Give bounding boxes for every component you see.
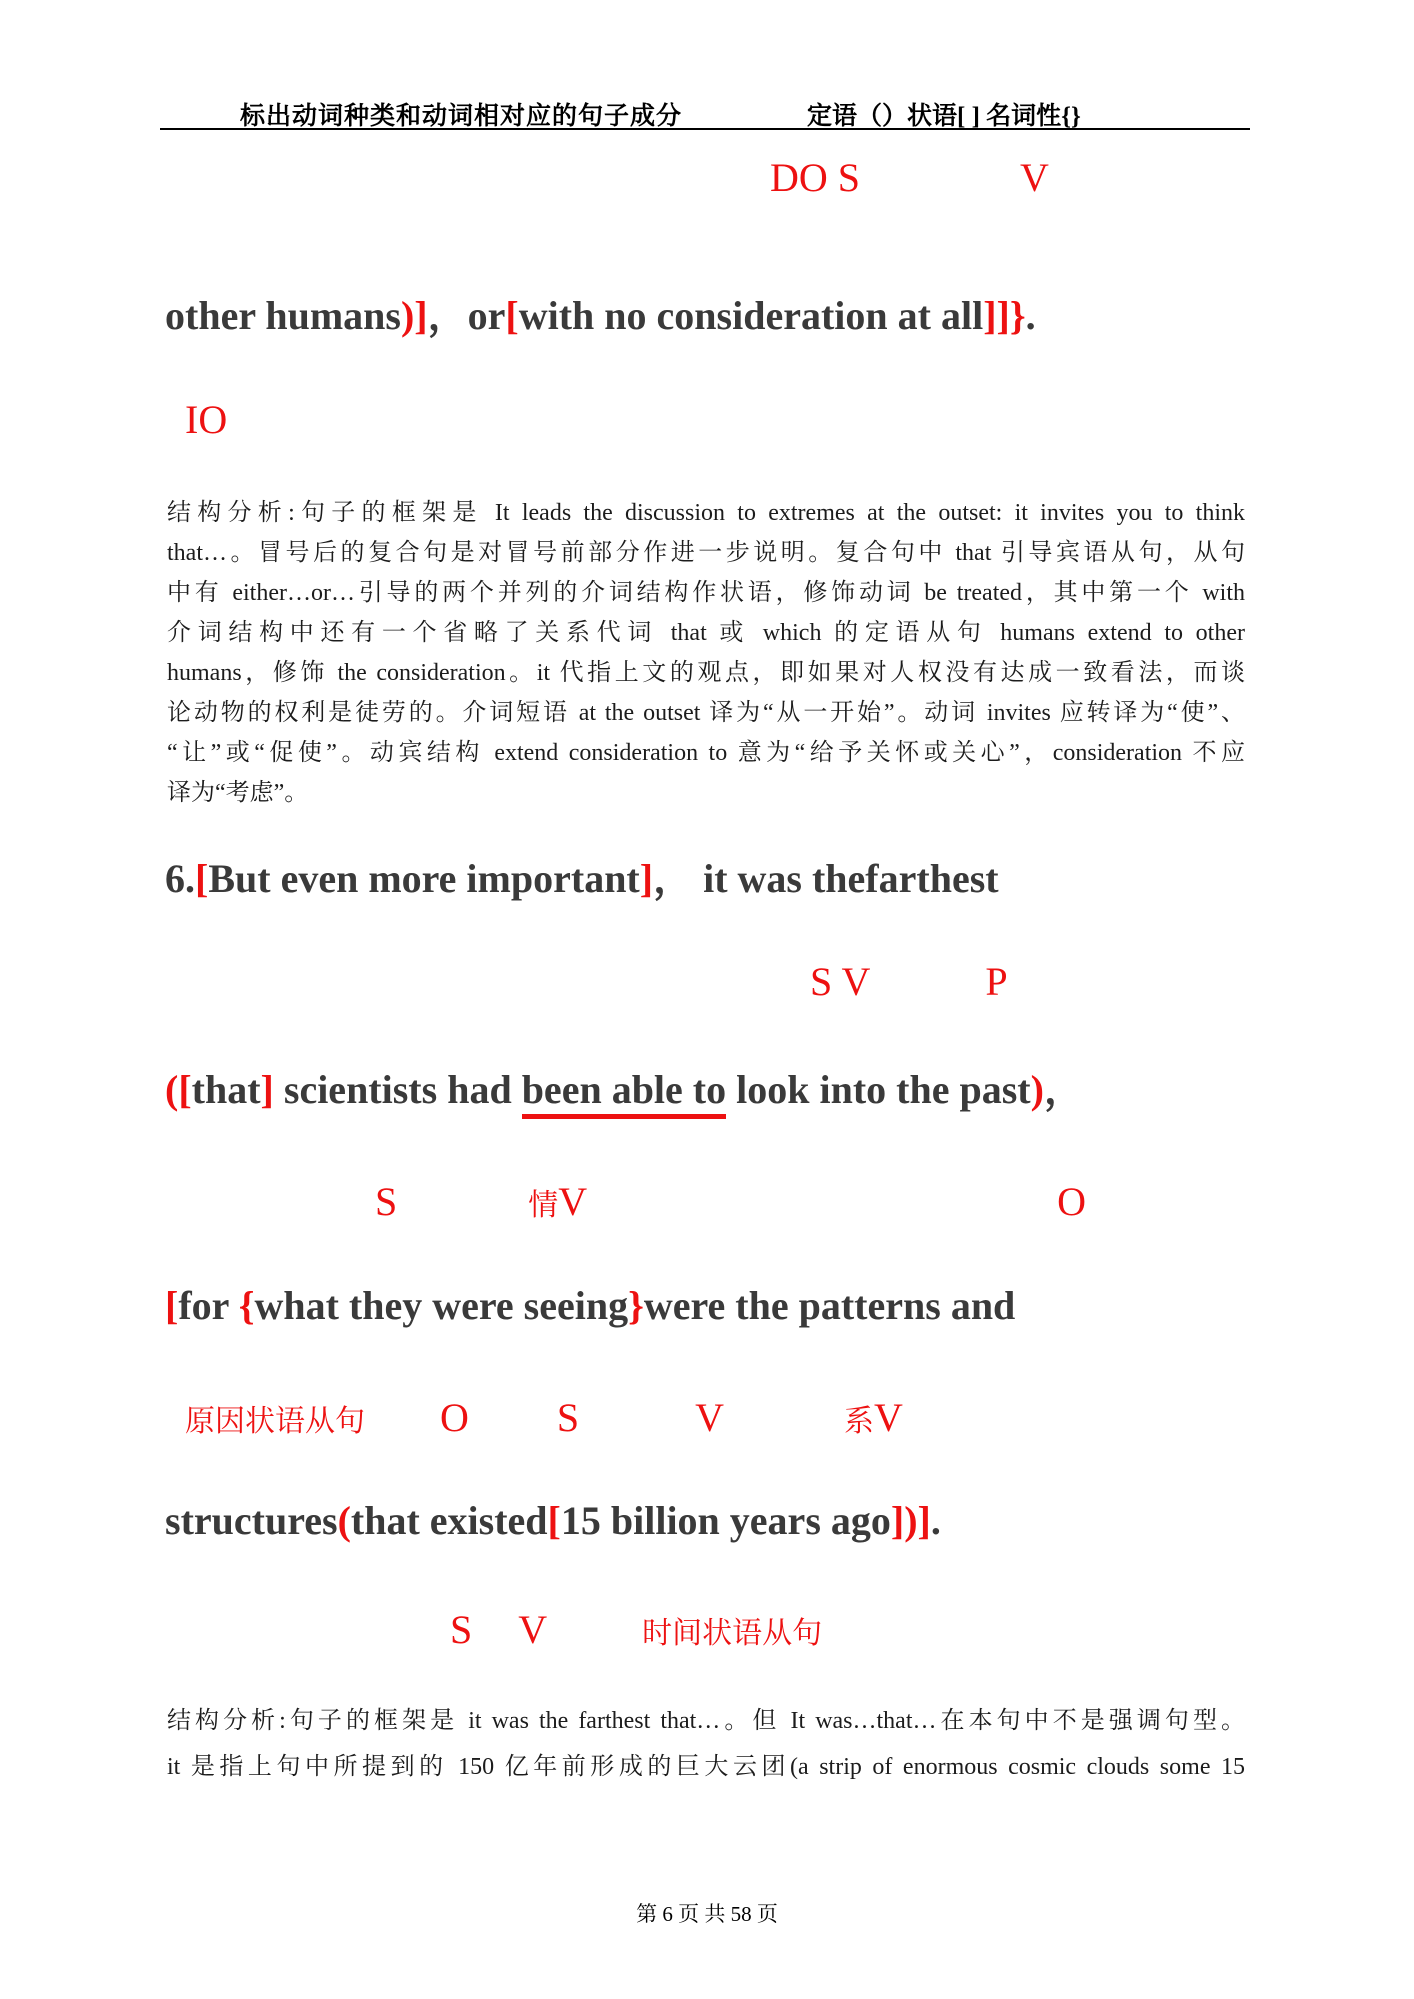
bracket-mark: )] [400, 293, 428, 338]
paragraph-line: “让”或“促使”。动宾结构 extend consideration to 意为“给予关怀或关心”，consideration 不应 [167, 740, 1245, 766]
text-segment: V [695, 1395, 725, 1440]
text-segment: 情 [528, 1189, 559, 1222]
bracket-mark: [ [195, 856, 209, 901]
text-segment: S [450, 1607, 473, 1652]
paragraph-line: that…。冒号后的复合句是对冒号前部分作进一步说明。复合句中 that 引导宾语从句，从句 [167, 540, 1245, 566]
text-segment: ， it was thefarthest [653, 856, 999, 901]
text-segment: . [1025, 293, 1036, 338]
text-segment: that [191, 1067, 261, 1112]
text-segment: V [874, 1395, 903, 1440]
text-segment: DO S [770, 155, 861, 200]
text-segment: 6. [165, 856, 195, 901]
paragraph-line: it 是指上句中所提到的 150 亿年前形成的巨大云团(a strip of enormous cosmic clouds some 15 [167, 1754, 1245, 1780]
header-rule [160, 128, 1250, 130]
text-segment: V [1020, 155, 1049, 200]
text-segment: IO [185, 397, 228, 442]
text-segment: But even more important [208, 856, 640, 901]
paragraph-line: 结构分析:句子的框架是 it was the farthest that…。但 It was…that…在本句中不是强调句型。 [167, 1708, 1245, 1734]
text-segment: with no consideration at all [518, 293, 984, 338]
bracket-mark: } [628, 1283, 644, 1328]
text-segment: 系 [844, 1405, 875, 1438]
text-segment: S [556, 1395, 580, 1440]
text-segment: 15 billion years ago [560, 1498, 891, 1543]
text-segment: look into the past [726, 1067, 1031, 1112]
text-segment: V [558, 1179, 588, 1224]
paragraph-line: humans，修饰 the consideration。it 代指上文的观点，即如果对人权没有达成一致看法，而谈 [167, 660, 1245, 686]
text-segment: scientists had [273, 1067, 522, 1112]
text-segment: P [985, 959, 1008, 1004]
bracket-mark: [ [505, 293, 519, 338]
annotation-row-s-v-time-clause [165, 1608, 822, 1652]
bracket-mark: ) [1030, 1067, 1044, 1112]
annotation-row-cause-clause [165, 1396, 903, 1440]
analysis-paragraph-2 [167, 1698, 1245, 1790]
text-segment: what they were seeing [254, 1283, 629, 1328]
page-footer: 第 6 页 共 58 页 [636, 1902, 778, 1926]
text-segment: S V [810, 959, 871, 1004]
text-segment: structures [165, 1498, 338, 1543]
paragraph-line: 论动物的权利是徒劳的。介词短语 at the outset 译为“从一开始”。动词 invites 应转译为“使”、 [167, 700, 1245, 726]
bracket-mark: [ [178, 1067, 192, 1112]
paragraph-line: 介词结构中还有一个省略了关系代词 that 或 which 的定语从句 humans extend to other [167, 620, 1245, 646]
text-segment: or [467, 293, 506, 338]
paragraph-line: 译为“考虑”。 [167, 780, 309, 806]
bracket-mark: ]]} [983, 293, 1026, 338]
text-segment: that existed [350, 1498, 548, 1543]
text-segment: were the patterns and [643, 1283, 1016, 1328]
sentence-for-what-they [165, 1282, 1015, 1330]
text-segment: V [518, 1607, 548, 1652]
text-segment: O [1057, 1179, 1087, 1224]
bracket-mark: ( [165, 1067, 179, 1112]
annotation-row-io [165, 398, 227, 442]
text-segment: S [375, 1179, 398, 1224]
sentence-that-scientists [165, 1066, 1084, 1114]
text-segment: ， [427, 293, 468, 338]
sentence-heading-6 [165, 855, 999, 903]
header-title: 标出动词种类和动词相对应的句子成分 [240, 103, 683, 130]
annotation-row-do-s-v [165, 156, 1049, 200]
paragraph-line: 中有 either…or…引导的两个并列的介词结构作状语，修饰动词 be treated，其中第一个 with [167, 580, 1245, 606]
sentence-structures [165, 1497, 941, 1545]
header-notation-legend: 定语（）状语[ ] 名词性{} [807, 103, 1081, 130]
text-segment: O [440, 1395, 469, 1440]
paragraph-line: 结构分析:句子的框架是 It leads the discussion to extremes at the outset: it invites you to think [167, 500, 1245, 526]
annotation-row-s-qing-v-o [165, 1180, 1086, 1224]
bracket-mark: ])] [890, 1498, 931, 1543]
text-segment: 原因状语从句 [185, 1405, 365, 1438]
analysis-paragraph-1 [167, 493, 1245, 813]
bracket-mark: { [238, 1283, 255, 1328]
text-segment: for [178, 1283, 239, 1328]
underlined-phrase: been able to [522, 1067, 726, 1119]
text-segment: ， [1043, 1067, 1084, 1112]
text-segment: other humans [165, 293, 401, 338]
text-segment: 时间状语从句 [642, 1617, 823, 1650]
bracket-mark: ] [639, 856, 654, 901]
bracket-mark: ] [260, 1067, 274, 1112]
bracket-mark: [ [165, 1283, 179, 1328]
sentence-fragment-other-humans [165, 292, 1036, 340]
text-segment: . [930, 1498, 941, 1543]
bracket-mark: [ [547, 1498, 561, 1543]
annotation-row-s-v-p [165, 960, 1008, 1004]
bracket-mark: ( [337, 1498, 351, 1543]
